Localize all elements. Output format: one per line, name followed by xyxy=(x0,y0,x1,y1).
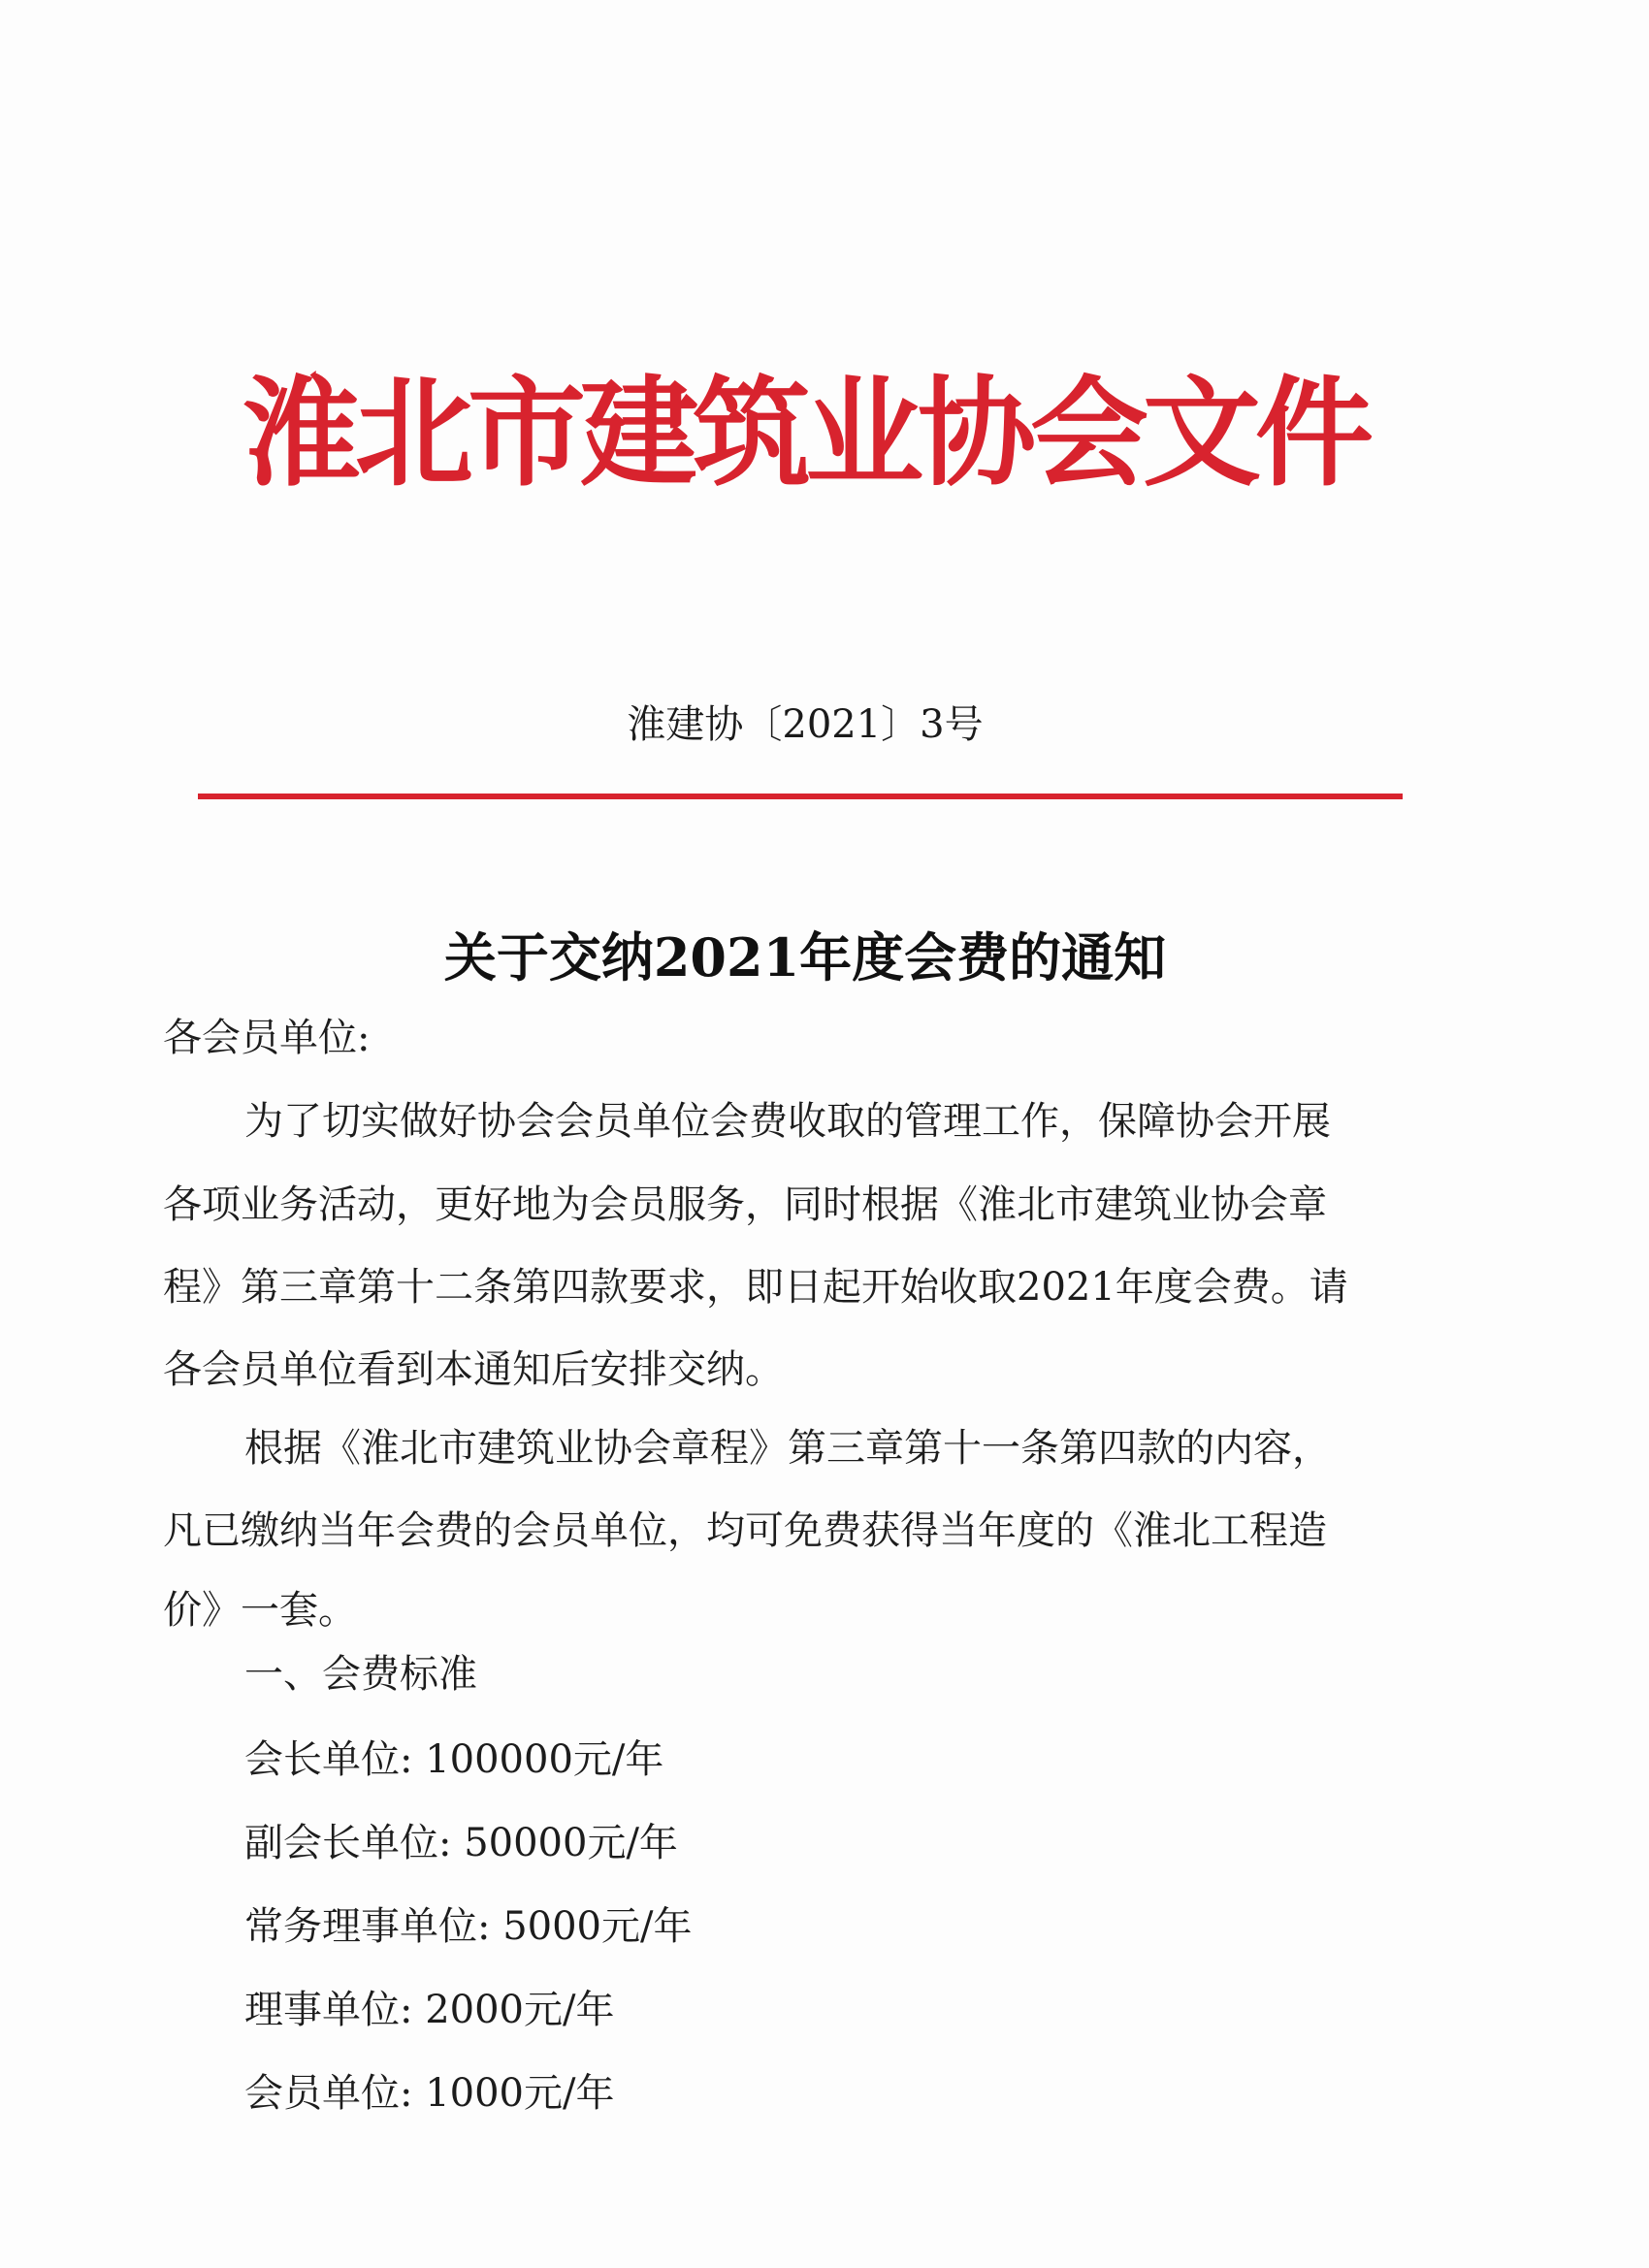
fee-row-president xyxy=(244,1737,664,1782)
section1-heading: 一、会费标准 xyxy=(244,1652,477,1697)
fee-amount: 1000元/年 xyxy=(425,2071,615,2116)
fee-label: 常务理事单位: xyxy=(244,1904,491,1949)
fee-row-member xyxy=(244,2071,615,2116)
notice-title: 关于交纳2021年度会费的通知 xyxy=(443,926,1167,988)
fee-amount: 50000元/年 xyxy=(464,1821,678,1865)
fee-label: 副会长单位: xyxy=(244,1821,452,1865)
fee-label: 会长单位: xyxy=(244,1737,413,1782)
salutation: 各会员单位: xyxy=(163,1016,371,1060)
paragraph2-line1: 根据《淮北市建筑业协会章程》第三章第十一条第四款的内容， xyxy=(244,1426,1331,1471)
fee-row-executive-director xyxy=(244,1904,693,1949)
fee-label: 会员单位: xyxy=(244,2071,413,2116)
paragraph1-line2: 各项业务活动，更好地为会员服务，同时根据《淮北市建筑业协会章 xyxy=(163,1183,1327,1227)
paragraph1-line3: 程》第三章第十二条第四款要求，即日起开始收取2021年度会费。请 xyxy=(163,1265,1348,1310)
paragraph1-line4: 各会员单位看到本通知后安排交纳。 xyxy=(163,1347,784,1392)
fee-amount: 100000元/年 xyxy=(425,1737,664,1782)
fee-row-vice-president xyxy=(244,1821,678,1865)
red-divider-line xyxy=(198,794,1403,799)
paragraph2-line3: 价》一套。 xyxy=(163,1588,357,1633)
fee-row-director xyxy=(244,1988,615,2032)
fee-label: 理事单位: xyxy=(244,1988,413,2032)
fee-amount: 2000元/年 xyxy=(425,1988,615,2032)
masthead-title: 淮北市建筑业协会文件 xyxy=(242,363,1368,502)
fee-amount: 5000元/年 xyxy=(502,1904,693,1949)
paragraph1-line1: 为了切实做好协会会员单位会费收取的管理工作，保障协会开展 xyxy=(244,1099,1331,1144)
paragraph2-line2: 凡已缴纳当年会费的会员单位，均可免费获得当年度的《淮北工程造 xyxy=(163,1508,1327,1553)
document-number: 淮建协〔2021〕3号 xyxy=(627,702,984,747)
